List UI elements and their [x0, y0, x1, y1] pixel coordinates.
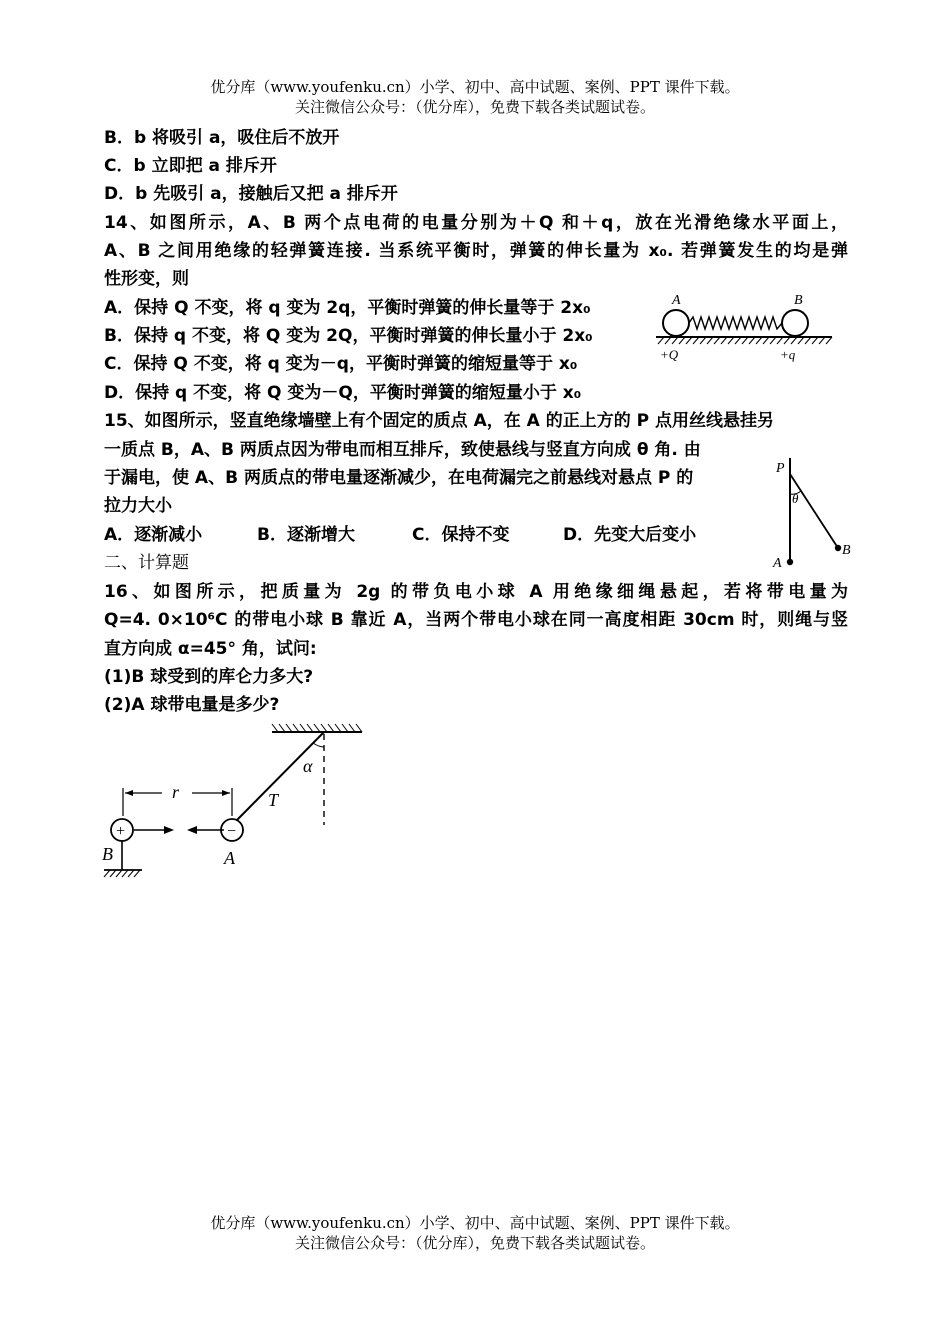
- q16-subquestion-1: (1)B 球受到的库仑力多大?: [104, 667, 314, 687]
- q16-dim-arrow-left: [125, 790, 133, 796]
- q15-thread: [790, 474, 838, 548]
- q15-fig-label-b: B: [842, 543, 851, 558]
- q16-ground-hatch: [104, 870, 140, 877]
- hatch-mark: [307, 724, 313, 732]
- hatch-mark: [279, 724, 285, 732]
- hatch-mark: [116, 870, 122, 877]
- q14-sphere-a: [663, 310, 689, 336]
- q14-option-d: D．保持 q 不变，将 Q 变为－Q，平衡时弹簧的缩短量小于 x₀: [104, 383, 582, 403]
- q16-fig-label-alpha: α: [303, 756, 313, 776]
- q15-fig-label-a: A: [773, 556, 782, 571]
- hatch-mark: [328, 724, 334, 732]
- q15-option-d: D．先变大后变小: [563, 525, 697, 545]
- q16-force-arrowhead-b: [164, 826, 174, 834]
- hatch-mark: [714, 337, 720, 344]
- q14-stem-line-1: 14、如图所示，A、B 两个点电荷的电量分别为＋Q 和＋q，放在光滑绝缘水平面上，: [104, 213, 848, 233]
- q15-option-b: B．逐渐增大: [257, 525, 355, 545]
- q14-spring: [689, 317, 782, 329]
- hatch-mark: [286, 724, 292, 732]
- q14-sphere-b: [782, 310, 808, 336]
- q16-sign-b: +: [116, 823, 126, 840]
- hatch-mark: [763, 337, 769, 344]
- q15-pendulum-figure: [768, 450, 858, 575]
- q14-option-c: C．保持 Q 不变，将 q 变为－q，平衡时弹簧的缩短量等于 x₀: [104, 354, 578, 374]
- hatch-mark: [756, 337, 762, 344]
- q15-point-a: [787, 559, 793, 565]
- hatch-mark: [679, 337, 685, 344]
- q16-force-arrowhead-a: [187, 826, 197, 834]
- hatch-mark: [812, 337, 818, 344]
- hatch-mark: [314, 724, 320, 732]
- hatch-mark: [272, 724, 278, 732]
- hatch-mark: [128, 870, 134, 877]
- header-line-2: 关注微信公众号：（优分库），免费下载各类试题试卷。: [294, 98, 655, 116]
- hatch-mark: [700, 337, 706, 344]
- q16-subquestion-2: (2)A 球带电量是多少?: [104, 695, 280, 715]
- q14-fig-charge-a: +Q: [660, 347, 679, 362]
- hatch-mark: [728, 337, 734, 344]
- q16-rope: [237, 732, 324, 820]
- q16-sign-a: −: [227, 823, 237, 840]
- hatch-mark: [819, 337, 825, 344]
- q14-stem-line-3: 性形变，则: [104, 269, 189, 289]
- q15-stem-line-2: 一质点 B，A、B 两质点因为带电而相互排斥，致使悬线与竖直方向成 θ 角. 由: [104, 440, 701, 460]
- hatch-mark: [735, 337, 741, 344]
- hatch-mark: [134, 870, 140, 877]
- q15-stem-line-1: 15、如图所示，竖直绝缘墙壁上有个固定的质点 A，在 A 的正上方的 P 点用丝线悬挂另: [104, 411, 775, 431]
- q16-fig-label-r: r: [172, 782, 180, 802]
- hatch-mark: [805, 337, 811, 344]
- q16-angle-arc: [313, 743, 324, 747]
- q13-option-c: C．b 立即把 a 排斥开: [104, 156, 277, 176]
- q14-stem-line-2: A、B 之间用绝缘的轻弹簧连接. 当系统平衡时，弹簧的伸长量为 x₀. 若弹簧发生的均是弹: [104, 241, 848, 261]
- q13-option-b: B．b 将吸引 a，吸住后不放开: [104, 128, 340, 148]
- q16-figure: [100, 720, 380, 885]
- hatch-mark: [300, 724, 306, 732]
- hatch-mark: [693, 337, 699, 344]
- hatch-mark: [742, 337, 748, 344]
- q14-ground-hatch: [658, 337, 832, 344]
- q14-option-b: B．保持 q 不变，将 Q 变为 2Q，平衡时弹簧的伸长量小于 2x₀: [104, 326, 593, 346]
- q16-dim-arrow-right: [222, 790, 230, 796]
- footer-line-1: 优分库（www.youfenku.cn）小学、初中、高中试题、案例、PPT 课件下载。: [210, 1214, 740, 1232]
- q14-fig-label-b: B: [794, 293, 803, 308]
- hatch-mark: [293, 724, 299, 732]
- q16-stem-line-1: 16、如图所示，把质量为 2g 的带负电小球 A 用绝缘细绳悬起，若将带电量为: [104, 582, 848, 602]
- q16-stem-line-3: 直方向成 α=45° 角，试问:: [104, 639, 317, 659]
- hatch-mark: [777, 337, 783, 344]
- q13-option-d: D．b 先吸引 a，接触后又把 a 排斥开: [104, 184, 398, 204]
- q14-spring-figure: [652, 288, 840, 368]
- hatch-mark: [721, 337, 727, 344]
- hatch-mark: [770, 337, 776, 344]
- q14-fig-label-a: A: [672, 293, 681, 308]
- hatch-mark: [349, 724, 355, 732]
- hatch-mark: [686, 337, 692, 344]
- q15-stem-line-4: 拉力大小: [104, 496, 172, 516]
- q16-ceiling-hatch: [272, 724, 362, 732]
- hatch-mark: [665, 337, 671, 344]
- q16-fig-label-b: B: [102, 844, 113, 864]
- hatch-mark: [791, 337, 797, 344]
- q15-fig-label-theta: θ: [792, 491, 799, 506]
- hatch-mark: [356, 724, 362, 732]
- hatch-mark: [784, 337, 790, 344]
- q15-fig-label-p: P: [776, 461, 785, 476]
- q16-stem-line-2: Q=4. 0×10⁶C 的带电小球 B 靠近 A，当两个带电小球在同一高度相距 30cm 时，则绳与竖: [104, 610, 848, 630]
- header-line-1: 优分库（www.youfenku.cn）小学、初中、高中试题、案例、PPT 课件下载。: [210, 78, 740, 96]
- q14-fig-charge-b: +q: [780, 347, 796, 362]
- hatch-mark: [335, 724, 341, 732]
- q14-option-a: A．保持 Q 不变，将 q 变为 2q，平衡时弹簧的伸长量等于 2x₀: [104, 298, 591, 318]
- q15-option-c: C．保持不变: [412, 525, 510, 545]
- q15-stem-line-3: 于漏电，使 A、B 两质点的带电量逐渐减少，在电荷漏完之前悬线对悬点 P 的: [104, 468, 694, 488]
- q15-point-b: [835, 545, 841, 551]
- q16-fig-label-t: T: [268, 790, 279, 810]
- q15-option-a: A．逐渐减小: [104, 525, 203, 545]
- hatch-mark: [122, 870, 128, 877]
- section-title: 二、计算题: [104, 553, 189, 573]
- hatch-mark: [826, 337, 832, 344]
- hatch-mark: [672, 337, 678, 344]
- hatch-mark: [104, 870, 110, 877]
- hatch-mark: [110, 870, 116, 877]
- footer-line-2: 关注微信公众号：（优分库），免费下载各类试题试卷。: [294, 1234, 655, 1252]
- hatch-mark: [749, 337, 755, 344]
- hatch-mark: [707, 337, 713, 344]
- hatch-mark: [342, 724, 348, 732]
- hatch-mark: [321, 724, 327, 732]
- hatch-mark: [798, 337, 804, 344]
- hatch-mark: [658, 337, 664, 344]
- q16-fig-label-a: A: [224, 848, 235, 868]
